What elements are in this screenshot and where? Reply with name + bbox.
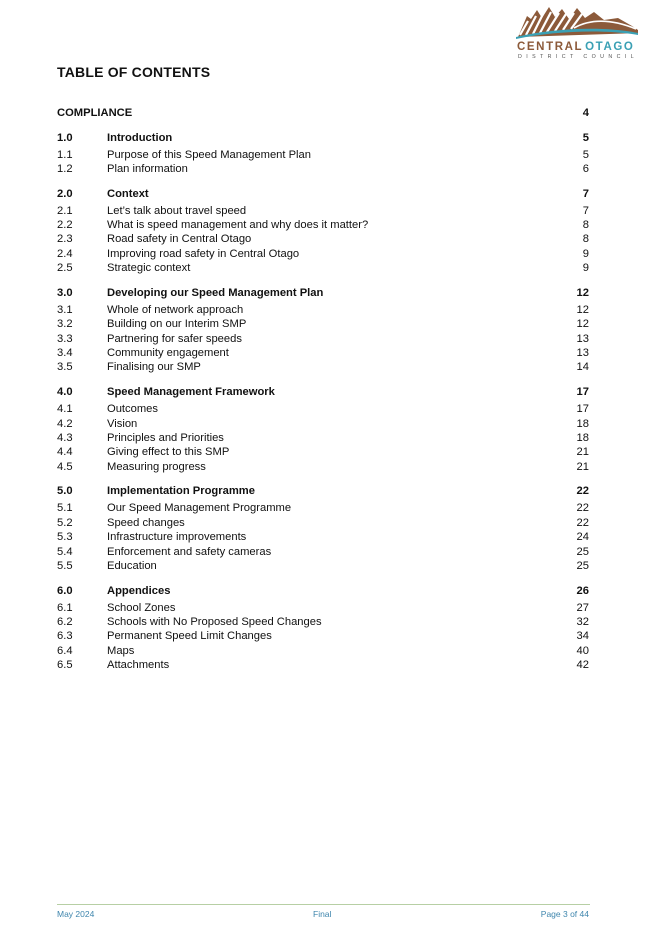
toc-entry-page: 21	[576, 460, 589, 473]
toc-entry-number: 5.1	[57, 502, 73, 515]
toc-entry-compliance[interactable]	[57, 106, 589, 120]
toc-item-2-3[interactable]	[57, 232, 589, 246]
logo-word-central: CENTRAL	[517, 41, 584, 53]
toc-item-3-4[interactable]	[57, 346, 589, 360]
toc-entry-title: Community engagement	[107, 347, 229, 359]
toc-title: TABLE OF CONTENTS	[57, 64, 211, 80]
toc-item-6-5[interactable]	[57, 658, 589, 672]
toc-entry-page: 7	[582, 204, 589, 217]
toc-entry-title: Measuring progress	[107, 460, 206, 473]
toc-entry-page: 21	[576, 446, 589, 459]
toc-entry-number: 2.1	[57, 204, 73, 217]
toc-entry-title: Giving effect to this SMP	[107, 446, 230, 459]
toc-section-1-0[interactable]	[57, 131, 589, 145]
toc-entry-page: 5	[582, 131, 589, 144]
toc-entry-title: Strategic context	[107, 262, 191, 275]
toc-entry-page: 9	[582, 247, 589, 260]
toc-entry-page: 27	[576, 601, 589, 614]
toc-entry-page: 17	[576, 386, 589, 399]
toc-item-6-1[interactable]	[57, 601, 589, 615]
logo-word-otago: OTAGO	[585, 41, 635, 53]
toc-entry-title: Schools with No Proposed Speed Changes	[107, 616, 322, 629]
toc-entry-page: 22	[576, 485, 589, 498]
toc-entry-page: 22	[576, 516, 589, 529]
toc-item-2-5[interactable]	[57, 261, 589, 275]
toc-entry-title: Enforcement and safety cameras	[107, 545, 272, 558]
toc-entry-title: Outcomes	[107, 403, 158, 416]
mountains-logo-graphic	[514, 4, 640, 40]
toc-item-2-2[interactable]	[57, 218, 589, 232]
toc-entry-title: Developing our Speed Management Plan	[107, 286, 324, 299]
toc-entry-page: 7	[582, 187, 589, 200]
toc-entry-number: 4.5	[57, 460, 73, 473]
toc-section-5-0[interactable]	[57, 484, 589, 498]
toc-entry-page: 13	[576, 332, 589, 345]
toc-entry-number: 1.2	[57, 162, 73, 175]
toc-entry-number: 4.2	[57, 417, 73, 430]
toc-entry-page: 9	[582, 262, 589, 275]
footer-page-number: Page 3 of 44	[540, 909, 589, 919]
toc-section-6-0[interactable]	[57, 584, 589, 598]
toc-entry-title: Road safety in Central Otago	[107, 233, 252, 246]
toc-entry-number: 3.0	[57, 286, 73, 299]
toc-entry-title: Attachments	[107, 659, 170, 672]
toc-entry-title: Whole of network approach	[107, 303, 244, 316]
toc-item-4-2[interactable]	[57, 417, 589, 431]
toc-entry-page: 8	[582, 219, 589, 232]
logo-wordmark	[517, 41, 634, 53]
toc-entry-title: Let’s talk about travel speed	[107, 204, 247, 217]
toc-item-3-3[interactable]	[57, 332, 589, 346]
toc-entry-title: COMPLIANCE	[57, 107, 133, 119]
toc-item-6-3[interactable]	[57, 629, 589, 643]
toc-entry-page: 32	[576, 616, 589, 629]
toc-entry-title: Vision	[107, 417, 138, 430]
footer-status: Final	[313, 909, 332, 919]
toc-item-4-5[interactable]	[57, 460, 589, 474]
toc-entry-number: 6.0	[57, 584, 73, 597]
toc-entry-number: 6.4	[57, 644, 73, 657]
toc-entry-number: 2.2	[57, 219, 73, 232]
toc-entry-page: 17	[576, 403, 589, 416]
toc-entry-number: 5.0	[57, 485, 73, 498]
toc-entry-number: 6.1	[57, 601, 73, 614]
toc-entry-number: 3.5	[57, 361, 73, 374]
toc-item-1-2[interactable]	[57, 162, 589, 176]
toc-entry-title: Partnering for safer speeds	[107, 332, 242, 345]
footer-date: May 2024	[57, 909, 95, 919]
toc-entry-number: 1.1	[57, 148, 73, 161]
toc-item-6-4[interactable]	[57, 644, 589, 658]
toc-item-4-1[interactable]	[57, 402, 589, 416]
toc-entry-page: 25	[576, 545, 589, 558]
toc-entry-title: School Zones	[107, 601, 176, 614]
toc-entry-page: 24	[576, 531, 589, 544]
toc-entry-page: 26	[576, 584, 589, 597]
toc-entry-number: 4.1	[57, 403, 73, 416]
toc-entry-title: Education	[107, 559, 157, 572]
toc-entry-title: Building on our Interim SMP	[107, 318, 247, 331]
toc-entry-title: Speed Management Framework	[107, 386, 275, 399]
toc-entry-title: Improving road safety in Central Otago	[107, 247, 300, 260]
toc-entry-number: 2.0	[57, 187, 73, 200]
toc-entry-page: 12	[576, 286, 589, 299]
toc-entry-page: 42	[576, 659, 589, 672]
toc-entry-title: Purpose of this Speed Management Plan	[107, 148, 311, 161]
toc-item-5-4[interactable]	[57, 545, 589, 559]
toc-entry-page: 8	[582, 233, 589, 246]
toc-entry-page: 34	[576, 630, 589, 643]
council-logo	[514, 4, 640, 58]
toc-entry-page: 18	[576, 417, 589, 430]
toc-item-3-1[interactable]	[57, 303, 589, 317]
toc-entry-number: 6.2	[57, 616, 73, 629]
toc-entry-number: 3.3	[57, 332, 73, 345]
toc-entry-number: 6.5	[57, 659, 73, 672]
toc-section-3-0[interactable]	[57, 286, 589, 300]
toc-entry-page: 5	[582, 148, 589, 161]
toc-entry-title: Infrastructure improvements	[107, 531, 247, 544]
toc-entry-number: 4.3	[57, 431, 73, 444]
toc-entry-title: Finalising our SMP	[107, 361, 201, 374]
toc-entry-page: 6	[582, 162, 589, 175]
toc-entry-number: 3.2	[57, 318, 73, 331]
toc-item-4-3[interactable]	[57, 431, 589, 445]
toc-item-2-1[interactable]	[57, 204, 589, 218]
toc-entry-page: 40	[576, 644, 589, 657]
toc-entry-number: 1.0	[57, 131, 73, 144]
toc-entry-number: 3.1	[57, 303, 73, 316]
toc-entry-page: 25	[576, 559, 589, 572]
toc-item-5-5[interactable]	[57, 559, 589, 573]
toc-entry-number: 4.4	[57, 446, 73, 459]
toc-entry-page: 14	[576, 361, 589, 374]
toc-entry-title: Maps	[107, 644, 135, 657]
toc-item-3-5[interactable]	[57, 360, 589, 374]
toc-entry-page: 4	[582, 107, 589, 119]
toc-entry-number: 5.3	[57, 531, 73, 544]
toc-entry-page: 13	[576, 347, 589, 359]
toc-item-5-2[interactable]	[57, 516, 589, 530]
toc-section-2-0[interactable]	[57, 187, 589, 201]
toc-entry-title: What is speed management and why does it matter?	[107, 219, 369, 232]
toc-entry-title: Speed changes	[107, 516, 185, 529]
footer-divider	[57, 904, 590, 905]
toc-item-4-4[interactable]	[57, 445, 589, 459]
toc-entry-title: Our Speed Management Programme	[107, 502, 292, 515]
toc-item-2-4[interactable]	[57, 247, 589, 261]
toc-entry-number: 2.3	[57, 233, 73, 246]
toc-entry-number: 5.2	[57, 516, 73, 529]
toc-entry-title: Context	[107, 187, 149, 200]
toc-entry-title: Principles and Priorities	[107, 431, 224, 444]
toc-entry-number: 5.5	[57, 559, 73, 572]
toc-entry-number: 4.0	[57, 386, 73, 399]
toc-entry-title: Plan information	[107, 162, 188, 175]
toc-entry-title: Implementation Programme	[107, 485, 255, 498]
toc-item-5-3[interactable]	[57, 530, 589, 544]
toc-entry-page: 22	[576, 502, 589, 515]
toc-entry-title: Appendices	[107, 584, 171, 597]
toc-entry-number: 6.3	[57, 630, 73, 643]
toc-entry-page: 12	[576, 318, 589, 331]
toc-entry-page: 18	[576, 431, 589, 444]
toc-item-1-1[interactable]	[57, 148, 589, 162]
toc-entry-number: 5.4	[57, 545, 73, 558]
toc-entry-title: Permanent Speed Limit Changes	[107, 630, 272, 643]
toc-item-6-2[interactable]	[57, 615, 589, 629]
toc-entry-page: 12	[576, 303, 589, 316]
toc-entry-title: Introduction	[107, 131, 173, 144]
toc-item-3-2[interactable]	[57, 317, 589, 331]
toc-entry-number: 2.4	[57, 247, 73, 260]
toc-item-5-1[interactable]	[57, 501, 589, 515]
toc-entry-number: 2.5	[57, 262, 73, 275]
toc-entry-number: 3.4	[57, 347, 73, 359]
toc-section-4-0[interactable]	[57, 385, 589, 399]
logo-subtitle: DISTRICT COUNCIL	[518, 54, 639, 60]
